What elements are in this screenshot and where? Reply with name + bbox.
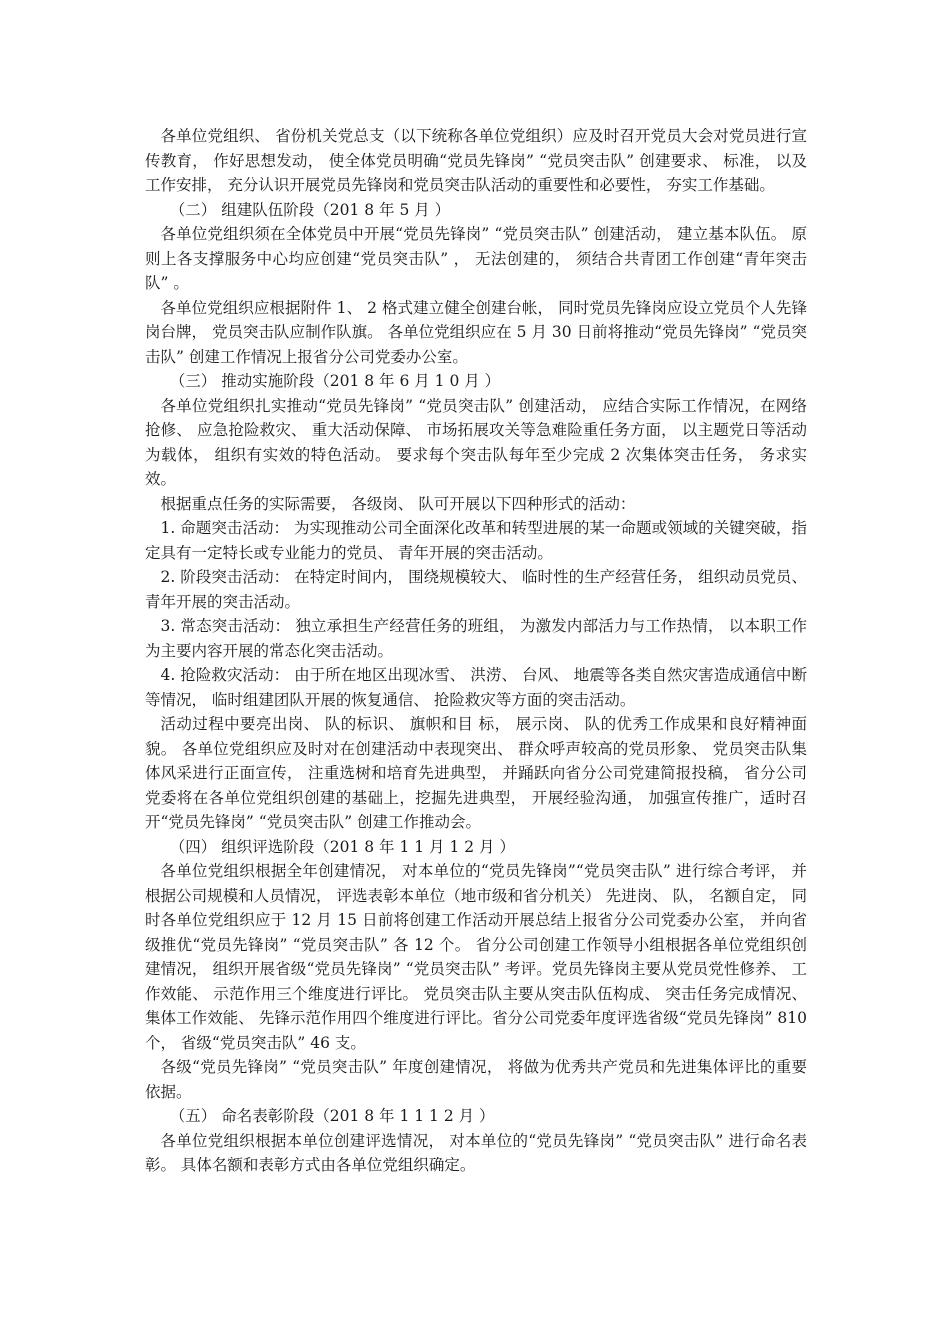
paragraph: 各单位党组织根据本单位创建评选情况， 对本单位的“党员先锋岗” “党员突击队” 进行命名表彰。 具体名额和表彰方式由各单位党组织确定。 xyxy=(145,1131,807,1174)
paragraph: 各单位党组织根据全年创建情况， 对本单位的“党员先锋岗”“党员突击队” 进行综合考评， 并根据公司规模和人员情况， 评选表彰本单位（地市级和省分机关） 先进岗、 队， 名额自定， 同时各单位党组织应于 12 月 15 日前将创建工作活动开展总结上报省分公司党委办公室， 并向省级推优“党员先锋岗” “党员突击队” 各 12 个。 省分公司创建工作领导小组根据各单位党组织创建情况， 组织开展省级“党员先锋岗” “党员突击队” 考评。党员先锋岗主要从党员党性修养、 工作效能、 示范作用三个维度进行评比。 党员突击队主要从突击队伍构成、 突击任务完成情况、 集体工作效能、 先锋示范作用四个维度进行评比。省分公司党委年度评选省级“党员先锋岗” 810 个， 省级“党员突击队” 46 支。 xyxy=(145,862,807,1052)
list-item-4: 4. 抢险救灾活动： 由于所在地区出现冰雪、 洪涝、 台风、 地震等各类自然灾害造成通信中断等情况， 临时组建团队开展的恢复通信、 抢险救灾等方面的突击活动。 xyxy=(145,666,807,709)
list-item-1: 1. 命题突击活动： 为实现推动公司全面深化改革和转型进展的某一命题或领域的关键突破，指定具有一定特长或专业能力的党员、 青年开展的突击活动。 xyxy=(145,519,807,562)
section-heading-4: （四） 组织评选阶段（201 8 年 1 1 月 1 2 月 ） xyxy=(169,837,515,856)
section-heading-3: （三） 推动实施阶段（201 8 年 6 月 1 0 月 ） xyxy=(169,372,501,390)
paragraph-intro: 各单位党组织、 省份机关党总支（以下统称各单位党组织）应及时召开党员大会对党员进行宣传教育， 作好思想发动， 使全体党员明确“党员先锋岗” “党员突击队” 创建要求、 标准， 以及工作安排， 充分认识开展党员先锋岗和党员突击队活动的重要性和必要性， 夯实工作基础。 xyxy=(145,127,807,194)
paragraph: 各单位党组织扎实推动“党员先锋岗” “党员突击队” 创建活动， 应结合实际工作情况，在网络抢修、 应急抢险救灾、 重大活动保障、 市场拓展攻关等急难险重任务方面， 以主题党日等活动为载体， 组织有实效的特色活动。 要求每个突击队每年至少完成 2 次集体突击任务， 务求实效。 xyxy=(145,396,807,488)
paragraph: 活动过程中要亮出岗、 队的标识、 旗帜和目 标， 展示岗、 队的优秀工作成果和良好精神面貌。 各单位党组织应及时对在创建活动中表现突出、 群众呼声较高的党员形象、 党员突击队集体风采进行正面宣传， 注重选树和培育先进典型， 并踊跃向省分公司党建简报投稿， 省分公司党委将在各单位党组织创建的基础上，挖掘先进典型， 开展经验沟通， 加强宣传推广，适时召开“党员先锋岗” “党员突击队” 创建工作推动会。 xyxy=(145,715,807,831)
paragraph: 根据重点任务的实际需要， 各级岗、 队可开展以下四种形式的活动： xyxy=(160,494,636,513)
section-heading-2: （二） 组建队伍阶段（201 8 年 5 月 ） xyxy=(169,200,451,219)
section-heading-5: （五） 命名表彰阶段（201 8 年 1 1 1 2 月 ） xyxy=(169,1107,495,1125)
paragraph: 各单位党组织须在全体党员中开展“党员先锋岗” “党员突击队” 创建活动， 建立基本队伍。 原则上各支撑服务中心均应创建“党员突击队” ， 无法创建的， 须结合共青团工作创建“青年突击队” 。 xyxy=(145,225,807,292)
paragraph: 各级“党员先锋岗” “党员突击队” 年度创建情况， 将做为优秀共产党员和先进集体评比的重要依据。 xyxy=(145,1058,807,1101)
document-body xyxy=(145,124,807,1178)
paragraph: 各单位党组织应根据附件 1、 2 格式建立健全创建台帐， 同时党员先锋岗应设立党员个人先锋岗台牌， 党员突击队应制作队旗。 各单位党组织应在 5 月 30 日前将推动“党员先锋岗” “党员突击队” 创建工作情况上报省分公司党委办公室。 xyxy=(145,298,807,366)
list-item-3: 3. 常态突击活动： 独立承担生产经营任务的班组， 为激发内部活力与工作热情， 以本职工作为主要内容开展的常态化突击活动。 xyxy=(145,617,807,660)
list-item-2: 2. 阶段突击活动： 在特定时间内， 围绕规模较大、 临时性的生产经营任务， 组织动员党员、 青年开展的突击活动。 xyxy=(145,568,807,611)
